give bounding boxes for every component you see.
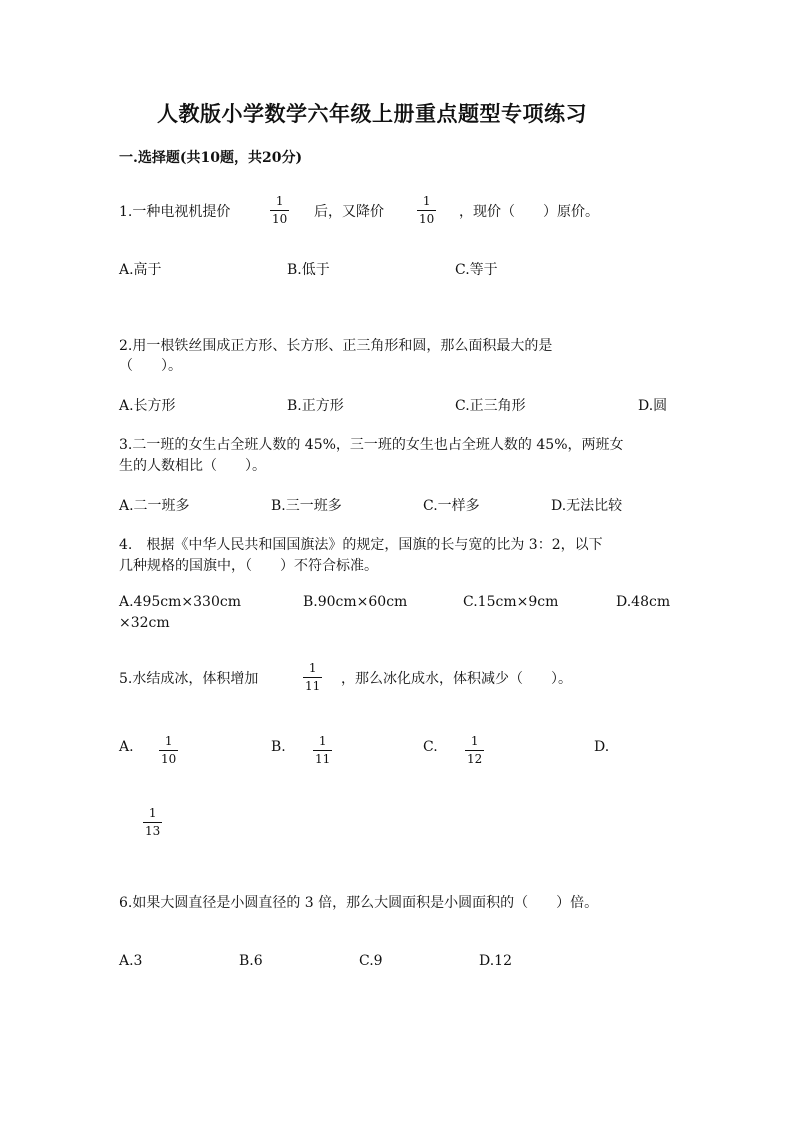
question-2-option-b[interactable]: B.正方形 [287,398,344,414]
question-3-option-c[interactable]: C.一样多 [423,498,480,514]
question-6-option-b[interactable]: B.6 [239,953,263,969]
question-2-line-1: 2.用一根铁丝围成正方形、长方形、正三角形和圆，那么面积最大的是 [119,338,553,354]
fraction-denominator: 11 [305,679,321,693]
question-5-option-c-fraction [465,735,484,766]
fraction-numerator: 1 [308,661,317,675]
question-4-option-b[interactable]: B.90cm×60cm [303,594,408,610]
question-4-option-a[interactable]: A.495cm×330cm [119,594,241,610]
question-1-text-c: ，现价（ ）原价。 [459,204,599,220]
section-heading: 一.选择题(共10题，共20分) [119,150,303,166]
question-2-option-d[interactable]: D.圆 [638,398,668,414]
fraction-numerator: 1 [318,734,327,748]
fraction-numerator: 1 [148,806,157,820]
question-5-text-a: 5.水结成冰，体积增加 [119,671,259,687]
fraction-denominator: 13 [145,824,161,838]
question-6-option-c[interactable]: C.9 [359,953,383,969]
question-1-text-b: 后，又降价 [314,204,384,220]
question-4-line-2: 几种规格的国旗中，（ ）不符合标准。 [119,558,378,574]
question-3-option-b[interactable]: B.三一班多 [271,498,342,514]
question-5-option-b[interactable]: B. [271,739,286,755]
question-3-option-a[interactable]: A.二一班多 [119,498,190,514]
fraction-denominator: 10 [419,212,435,226]
question-1-option-a[interactable]: A.高于 [119,262,162,278]
fraction-numerator: 1 [422,194,431,208]
fraction-bar [303,677,322,678]
page-title: 人教版小学数学六年级上册重点题型专项练习 [157,101,587,126]
question-6-option-a[interactable]: A.3 [119,953,143,969]
fraction-denominator: 11 [315,752,331,766]
question-6-option-d[interactable]: D.12 [479,953,512,969]
fraction-denominator: 10 [161,752,177,766]
question-4-option-d[interactable]: D.48cm [616,594,671,610]
question-1-fraction-2 [417,195,436,226]
question-2-line-2: （ ）。 [119,358,182,374]
question-5-option-a-fraction [159,735,178,766]
question-1-option-c[interactable]: C.等于 [455,262,498,278]
fraction-denominator: 12 [467,752,483,766]
question-1-text-a: 1.一种电视机提价 [119,204,231,220]
fraction-bar [313,750,332,751]
fraction-numerator: 1 [275,194,284,208]
question-3-option-d[interactable]: D.无法比较 [551,498,623,514]
question-4-line-1: 4. 根据《中华人民共和国国旗法》的规定，国旗的长与宽的比为 3：2，以下 [119,537,603,553]
fraction-bar [159,750,178,751]
question-2-option-a[interactable]: A.长方形 [119,398,176,414]
question-5-fraction [303,662,322,693]
question-5-option-c[interactable]: C. [423,739,438,755]
question-5-option-d[interactable]: D. [594,739,610,755]
question-6-text: 6.如果大圆直径是小圆直径的 3 倍，那么大圆面积是小圆面积的（ ）倍。 [119,895,599,911]
fraction-bar [465,750,484,751]
question-3-line-2: 生的人数相比（ ）。 [119,458,266,474]
question-5-option-a[interactable]: A. [119,739,134,755]
question-5-text-b: ，那么冰化成水，体积减少（ ）。 [341,671,572,687]
question-5-option-d-fraction [143,807,162,838]
question-5-option-b-fraction [313,735,332,766]
question-4-option-d-continued: ×32cm [119,615,170,631]
question-1-option-b[interactable]: B.低于 [287,262,330,278]
question-3-line-1: 3.二一班的女生占全班人数的 45%，三一班的女生也占全班人数的 45%，两班女 [119,437,624,453]
question-1-fraction-1 [270,195,289,226]
fraction-denominator: 10 [272,212,288,226]
question-2-option-c[interactable]: C.正三角形 [455,398,526,414]
fraction-bar [143,822,162,823]
question-4-option-c[interactable]: C.15cm×9cm [463,594,559,610]
fraction-bar [270,210,289,211]
fraction-numerator: 1 [470,734,479,748]
fraction-bar [417,210,436,211]
fraction-numerator: 1 [164,734,173,748]
